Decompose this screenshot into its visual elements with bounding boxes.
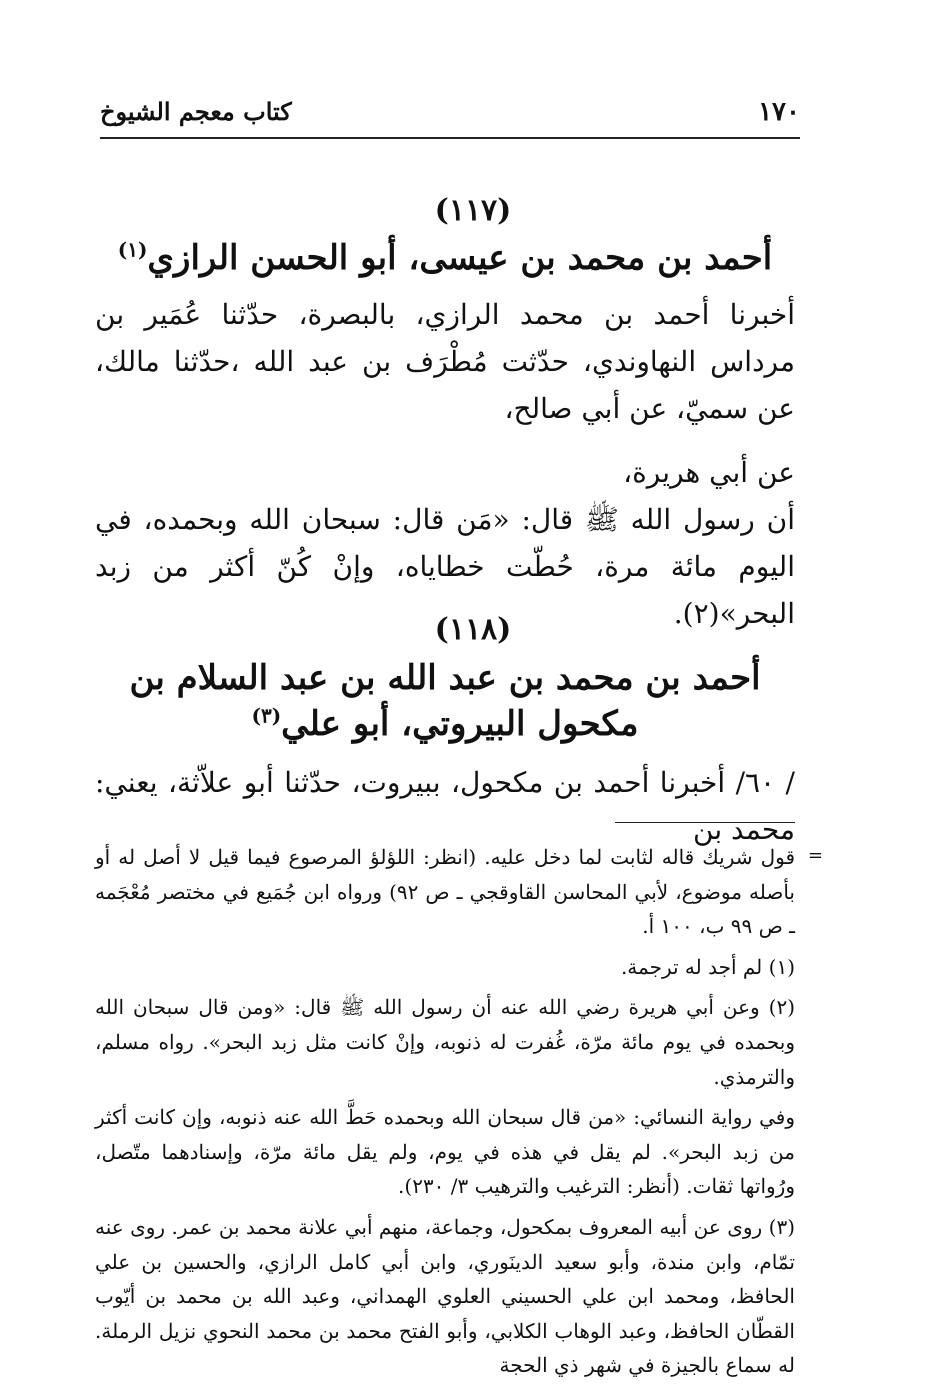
footnote-separator xyxy=(615,822,795,823)
header-rule xyxy=(100,137,800,139)
footnote-ref-1: (١) xyxy=(117,237,148,262)
page-number: ١٧٠ xyxy=(758,97,800,127)
footnotes xyxy=(95,840,823,1389)
hadith-text: أن رسول الله ﷺ قال: «مَن قال: سبحان الله وبحمده، في اليوم مائة مرة، حُطّت خطاياه، وإنْ كُنّ أكثر من زبد البحر»(٢). xyxy=(95,503,795,630)
isnad-paragraph: عن أبي هريرة، xyxy=(623,456,795,490)
footnote-continuation xyxy=(95,840,823,944)
entry-body-117 xyxy=(95,292,795,637)
footnote-continuation-text: قول شريك قاله لثابت لما دخل عليه. (انظر: اللؤلؤ المرصوع فيما قيل لا أصل له أو بأصله موضوع، لأبي المحاسن القاوقجي ـ ص ٩٢) ورواه ابن جُمَيع في مختصر مُعْجَمه ـ ص ٩٩ ب، ١٠٠ أ. xyxy=(95,845,795,939)
isnad-paragraph: أخبرنا أحمد بن محمد الرازي، بالبصرة، حدّثنا عُمَير بن مرداس النهاوندي، حدّثت مُطْرَف بن عبد الله ،حدّثنا مالك، عن سميّ، عن أبي صالح، xyxy=(95,298,795,425)
entry-number-117: (١١٧) xyxy=(434,193,512,228)
entry-heading-117 xyxy=(95,236,795,282)
isnad-paragraph: / ٦٠/ أخبرنا أحمد بن مكحول، ببيروت، حدّثنا أبو علاّثة، يعني: محمد بن xyxy=(95,766,795,846)
footnote-2: (٢) وعن أبي هريرة رضي الله عنه أن رسول الله ﷺ قال: «ومن قال سبحان الله وبحمده في يوم مائة مرّة، غُفرت له ذنوبه، وإنْ كانت مثل زبد البحر». رواه مسلم، والترمذي. xyxy=(95,995,795,1089)
footnote-3: (٣) روى عن أبيه المعروف بمكحول، وجماعة، منهم أبي علانة محمد بن عمر. روى عنه تمّام، وابن مندة، وأبو سعيد الدينَوري، وابن أبي كامل الرازي، والحسين بن علي الحافظ، ومحمد ابن علي الحسيني العلوي الهمداني، وعبد الله بن محمد بن أيّوب القطّان الحافظ، وعبد الوهاب الكلابي، وأبو الفتح محمد بن محمد النحوي نزيل الرملة. له سماع بالجيزة في شهر ذي الحجة xyxy=(95,1214,795,1378)
entry-heading-text: أحمد بن محمد بن عبد الله بن عبد السلام بن مكحول البيروتي، أبو علي xyxy=(129,658,761,744)
page-header xyxy=(100,95,800,139)
footnote-ref-3: (٣) xyxy=(251,703,282,728)
entry-number-118: (١١٨) xyxy=(434,612,512,647)
continuation-mark: = xyxy=(807,845,823,866)
footnote-2-continued: وفي رواية النسائي: «من قال سبحان الله وبحمده حَطَّ الله عنه ذنوبه، وإن كانت أكثر من زبد البحر». لم يقل في هذه في يوم، ولم يقل مائة مرّة، وإسنادهما متّصل، ورُواتها ثقات. (أنظر: الترغيب والترهيب ٣/ ٢٣٠). xyxy=(95,1105,795,1199)
entry-heading-118 xyxy=(95,656,795,748)
footnote-1: (١) لم أجد له ترجمة. xyxy=(620,954,795,979)
entry-heading-text: أحمد بن محمد بن عيسى، أبو الحسن الرازي xyxy=(147,238,773,278)
running-title: كتاب معجم الشيوخ xyxy=(100,97,292,126)
